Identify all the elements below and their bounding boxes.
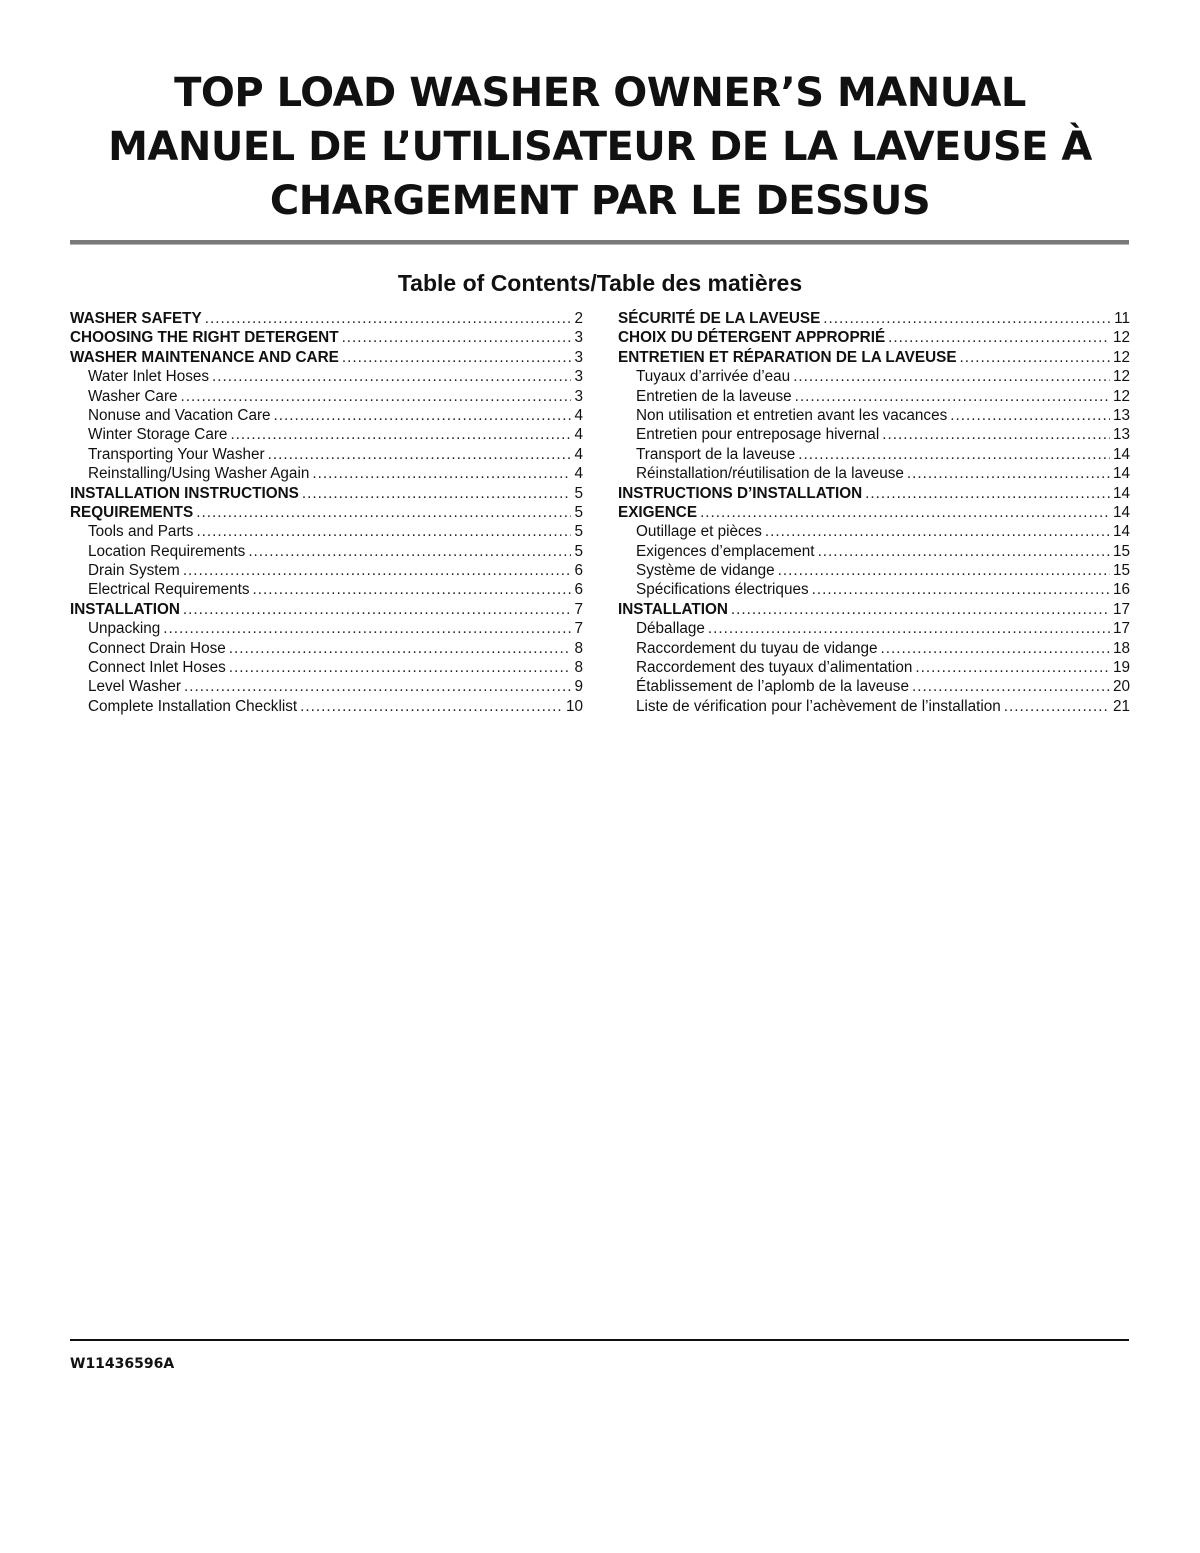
toc-entry-label: Electrical Requirements	[88, 581, 250, 599]
toc-dot-leader	[205, 309, 572, 328]
toc-entry-page: 12	[1112, 348, 1130, 366]
toc-entry[interactable]	[70, 580, 583, 599]
toc-dot-leader	[778, 561, 1110, 580]
toc-entry-page: 19	[1112, 659, 1130, 677]
toc-entry-label: Water Inlet Hoses	[88, 368, 210, 386]
toc-entry[interactable]	[618, 425, 1130, 444]
toc-entry-page: 13	[1112, 426, 1130, 444]
toc-entry[interactable]	[618, 580, 1130, 599]
toc-entry[interactable]	[70, 328, 583, 347]
title-divider	[70, 240, 1129, 245]
toc-entry-label: SÉCURITÉ DE LA LAVEUSE	[618, 310, 821, 327]
toc-entry[interactable]	[70, 445, 583, 464]
toc-entry[interactable]	[70, 677, 583, 696]
toc-dot-leader	[248, 542, 571, 561]
toc-entry[interactable]	[618, 445, 1130, 464]
toc-english-column	[70, 309, 583, 716]
toc-dot-leader	[1004, 697, 1110, 716]
toc-dot-leader	[183, 561, 572, 580]
toc-entry[interactable]	[70, 503, 583, 522]
toc-dot-leader	[253, 580, 572, 599]
toc-entry[interactable]	[618, 639, 1130, 658]
toc-entry-page: 18	[1112, 639, 1130, 657]
toc-entry[interactable]	[618, 600, 1130, 619]
toc-entry[interactable]	[618, 619, 1130, 638]
toc-entry[interactable]	[70, 464, 583, 483]
toc-entry-label: CHOOSING THE RIGHT DETERGENT	[70, 329, 339, 347]
toc-dot-leader	[865, 484, 1110, 503]
toc-entry-page: 14	[1112, 523, 1130, 541]
toc-entry-label: Établissement de l’aplomb de la laveuse	[636, 678, 909, 696]
toc-entry-label: Système de vidange	[636, 562, 775, 580]
toc-entry[interactable]	[70, 658, 583, 677]
toc-entry[interactable]	[618, 561, 1130, 580]
toc-entry[interactable]	[70, 367, 583, 386]
toc-entry-label: Nonuse and Vacation Care	[88, 406, 271, 424]
toc-entry-label: Outillage et pièces	[636, 523, 762, 541]
toc-dot-leader	[268, 445, 572, 464]
toc-entry-label: Level Washer	[88, 678, 181, 696]
toc-dot-leader	[912, 677, 1110, 696]
toc-dot-leader	[230, 425, 571, 444]
toc-entry-page: 5	[574, 523, 583, 541]
toc-entry-label: Transporting Your Washer	[88, 445, 265, 463]
toc-entry[interactable]	[618, 406, 1130, 425]
toc-entry-page: 11	[1114, 310, 1130, 327]
toc-dot-leader	[888, 328, 1110, 347]
toc-entry-label: Entretien de la laveuse	[636, 387, 792, 405]
toc-heading: Table of Contents/Table des matières	[397, 270, 803, 296]
toc-entry-label: WASHER MAINTENANCE AND CARE	[70, 348, 339, 366]
toc-entry-label: EXIGENCE	[618, 503, 698, 521]
toc-dot-leader	[812, 580, 1110, 599]
toc-entry-label: INSTRUCTIONS D’INSTALLATION	[618, 484, 863, 502]
toc-entry-page: 3	[574, 368, 583, 386]
toc-entry[interactable]	[618, 484, 1130, 503]
title-line-french-1: MANUEL DE L’UTILISATEUR DE LA LAVEUSE À	[108, 124, 1092, 170]
toc-entry[interactable]	[70, 425, 583, 444]
toc-entry-page: 15	[1112, 542, 1130, 560]
toc-entry-label: Connect Drain Hose	[88, 639, 226, 657]
footer-divider	[70, 1339, 1129, 1341]
toc-dot-leader	[700, 503, 1110, 522]
toc-entry-label: INSTALLATION	[70, 600, 180, 618]
toc-entry-page: 12	[1112, 329, 1130, 347]
toc-entry-page: 4	[574, 465, 583, 483]
toc-dot-leader	[882, 425, 1110, 444]
toc-entry-page: 5	[574, 484, 583, 502]
toc-entry-label: CHOIX DU DÉTERGENT APPROPRIÉ	[618, 329, 886, 347]
toc-dot-leader	[915, 658, 1110, 677]
toc-entry[interactable]	[618, 328, 1130, 347]
toc-entry-page: 16	[1112, 581, 1130, 599]
toc-dot-leader	[229, 658, 572, 677]
toc-entry-page: 5	[574, 503, 583, 521]
toc-entry-page: 8	[574, 639, 583, 657]
toc-entry[interactable]	[70, 697, 583, 716]
toc-entry-label: Exigences d’emplacement	[636, 542, 815, 560]
toc-dot-leader	[708, 619, 1110, 638]
toc-entry-label: Drain System	[88, 562, 180, 580]
toc-entry-page: 3	[574, 329, 583, 347]
toc-entry-page: 20	[1112, 678, 1130, 696]
toc-entry[interactable]	[70, 484, 583, 503]
toc-entry[interactable]	[70, 387, 583, 406]
toc-entry-label: Déballage	[636, 620, 705, 638]
toc-entry-label: Entretien pour entreposage hivernal	[636, 426, 880, 444]
toc-entry-label: Transport de la laveuse	[636, 445, 796, 463]
toc-entry[interactable]	[618, 503, 1130, 522]
toc-entry-label: Reinstalling/Using Washer Again	[88, 465, 310, 483]
toc-entry[interactable]	[70, 561, 583, 580]
toc-entry-page: 21	[1112, 697, 1130, 715]
toc-entry-label: ENTRETIEN ET RÉPARATION DE LA LAVEUSE	[618, 348, 957, 366]
title-line-french-2: CHARGEMENT PAR LE DESSUS	[269, 178, 931, 224]
toc-entry[interactable]	[70, 542, 583, 561]
toc-entry-page: 12	[1112, 387, 1130, 405]
toc-entry-label: Washer Care	[88, 387, 178, 405]
toc-entry[interactable]	[618, 677, 1130, 696]
toc-entry-label: INSTALLATION INSTRUCTIONS	[70, 484, 299, 502]
toc-entry-page: 14	[1112, 484, 1130, 502]
toc-dot-leader	[196, 522, 571, 541]
toc-dot-leader	[823, 309, 1111, 328]
toc-entry-label: Liste de vérification pour l’achèvement de l’installation	[636, 697, 1001, 715]
toc-entry-label: Raccordement des tuyaux d’alimentation	[636, 659, 913, 677]
toc-entry-label: Réinstallation/réutilisation de la laveuse	[636, 465, 904, 483]
toc-dot-leader	[731, 600, 1110, 619]
toc-dot-leader	[196, 503, 571, 522]
title-line-english: TOP LOAD WASHER OWNER’S MANUAL	[174, 70, 1026, 116]
toc-dot-leader	[765, 522, 1110, 541]
toc-entry-label: Complete Installation Checklist	[88, 697, 298, 715]
toc-entry[interactable]	[618, 464, 1130, 483]
toc-dot-leader	[163, 619, 571, 638]
toc-entry[interactable]	[70, 522, 583, 541]
toc-entry-page: 7	[574, 600, 583, 618]
toc-entry-label: Non utilisation et entretien avant les vacances	[636, 406, 948, 424]
toc-dot-leader	[342, 328, 572, 347]
toc-entry-page: 15	[1112, 562, 1130, 580]
toc-dot-leader	[181, 387, 572, 406]
toc-dot-leader	[302, 484, 572, 503]
toc-entry-page: 4	[574, 406, 583, 424]
toc-entry[interactable]	[618, 658, 1130, 677]
toc-entry-page: 4	[574, 445, 583, 463]
toc-entry-page: 13	[1112, 406, 1130, 424]
toc-entry-page: 12	[1112, 368, 1130, 386]
toc-entry-page: 6	[574, 581, 583, 599]
document-code: W11436596A	[70, 1356, 175, 1372]
toc-dot-leader	[798, 445, 1110, 464]
toc-entry-label: Tuyaux d’arrivée d’eau	[636, 368, 791, 386]
toc-dot-leader	[881, 639, 1110, 658]
toc-entry[interactable]	[70, 619, 583, 638]
toc-entry[interactable]	[70, 309, 583, 328]
toc-entry-page: 17	[1112, 620, 1130, 638]
toc-dot-leader	[300, 697, 563, 716]
toc-entry-label: Winter Storage Care	[88, 426, 228, 444]
toc-dot-leader	[183, 600, 572, 619]
toc-dot-leader	[184, 677, 572, 696]
toc-entry-label: REQUIREMENTS	[70, 503, 194, 521]
toc-entry[interactable]	[618, 697, 1130, 716]
toc-entry-page: 14	[1112, 503, 1130, 521]
toc-entry[interactable]	[70, 406, 583, 425]
toc-dot-leader	[907, 464, 1110, 483]
toc-dot-leader	[793, 367, 1110, 386]
toc-dot-leader	[212, 367, 571, 386]
toc-entry-label: Unpacking	[88, 620, 161, 638]
toc-entry[interactable]	[70, 348, 583, 367]
toc-french-column	[618, 309, 1130, 716]
toc-entry[interactable]	[618, 542, 1130, 561]
toc-entry-page: 10	[565, 697, 583, 715]
manual-title	[0, 66, 1200, 228]
toc-entry[interactable]	[618, 522, 1130, 541]
toc-entry-label: Raccordement du tuyau de vidange	[636, 639, 878, 657]
toc-entry-page: 4	[574, 426, 583, 444]
toc-entry-label: Connect Inlet Hoses	[88, 659, 226, 677]
toc-entry-label: WASHER SAFETY	[70, 310, 202, 327]
toc-entry-label: Location Requirements	[88, 542, 246, 560]
toc-dot-leader	[312, 464, 571, 483]
toc-dot-leader	[229, 639, 572, 658]
toc-entry-page: 8	[574, 659, 583, 677]
toc-entry-page: 3	[574, 387, 583, 405]
toc-dot-leader	[795, 387, 1110, 406]
toc-entry[interactable]	[618, 387, 1130, 406]
toc-entry[interactable]	[618, 348, 1130, 367]
toc-entry-page: 7	[574, 620, 583, 638]
toc-entry-page: 3	[574, 348, 583, 366]
toc-dot-leader	[342, 348, 572, 367]
toc-entry-page: 14	[1112, 445, 1130, 463]
toc-entry-page: 2	[574, 310, 583, 327]
toc-entry-label: INSTALLATION	[618, 600, 728, 618]
toc-entry-page: 17	[1112, 600, 1130, 618]
toc-dot-leader	[274, 406, 572, 425]
toc-entry[interactable]	[618, 367, 1130, 386]
toc-dot-leader	[950, 406, 1110, 425]
toc-entry[interactable]	[70, 600, 583, 619]
toc-entry-label: Tools and Parts	[88, 523, 194, 541]
toc-entry-label: Spécifications électriques	[636, 581, 809, 599]
toc-entry[interactable]	[70, 639, 583, 658]
toc-entry[interactable]	[618, 309, 1130, 328]
toc-entry-page: 14	[1112, 465, 1130, 483]
toc-dot-leader	[960, 348, 1110, 367]
toc-entry-page: 6	[574, 562, 583, 580]
toc-entry-page: 9	[574, 678, 583, 696]
toc-entry-page: 5	[574, 542, 583, 560]
toc-dot-leader	[818, 542, 1110, 561]
